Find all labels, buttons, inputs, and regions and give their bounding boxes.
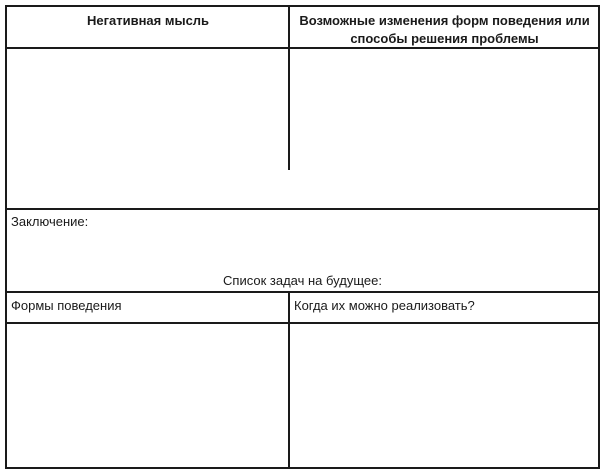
negative-thought-field[interactable] (7, 49, 288, 208)
when-implement-field[interactable] (290, 324, 598, 467)
header-behavior-changes: Возможные изменения форм поведения или способы решения проблемы (299, 13, 590, 46)
header-negative-thought: Негативная мысль (86, 13, 210, 28)
conclusion-label: Заключение: (11, 214, 89, 229)
worksheet-table (5, 5, 600, 469)
behavior-changes-field[interactable] (290, 49, 598, 208)
conclusion-field[interactable] (7, 231, 598, 271)
divider-tasks-header (7, 291, 598, 293)
header-behavior-forms: Формы поведения (11, 298, 122, 313)
tasks-title: Список задач на будущее: (223, 273, 382, 288)
behavior-forms-field[interactable] (7, 324, 288, 467)
divider-conclusion (7, 208, 598, 210)
header-when-implement: Когда их можно реализовать? (294, 298, 475, 313)
